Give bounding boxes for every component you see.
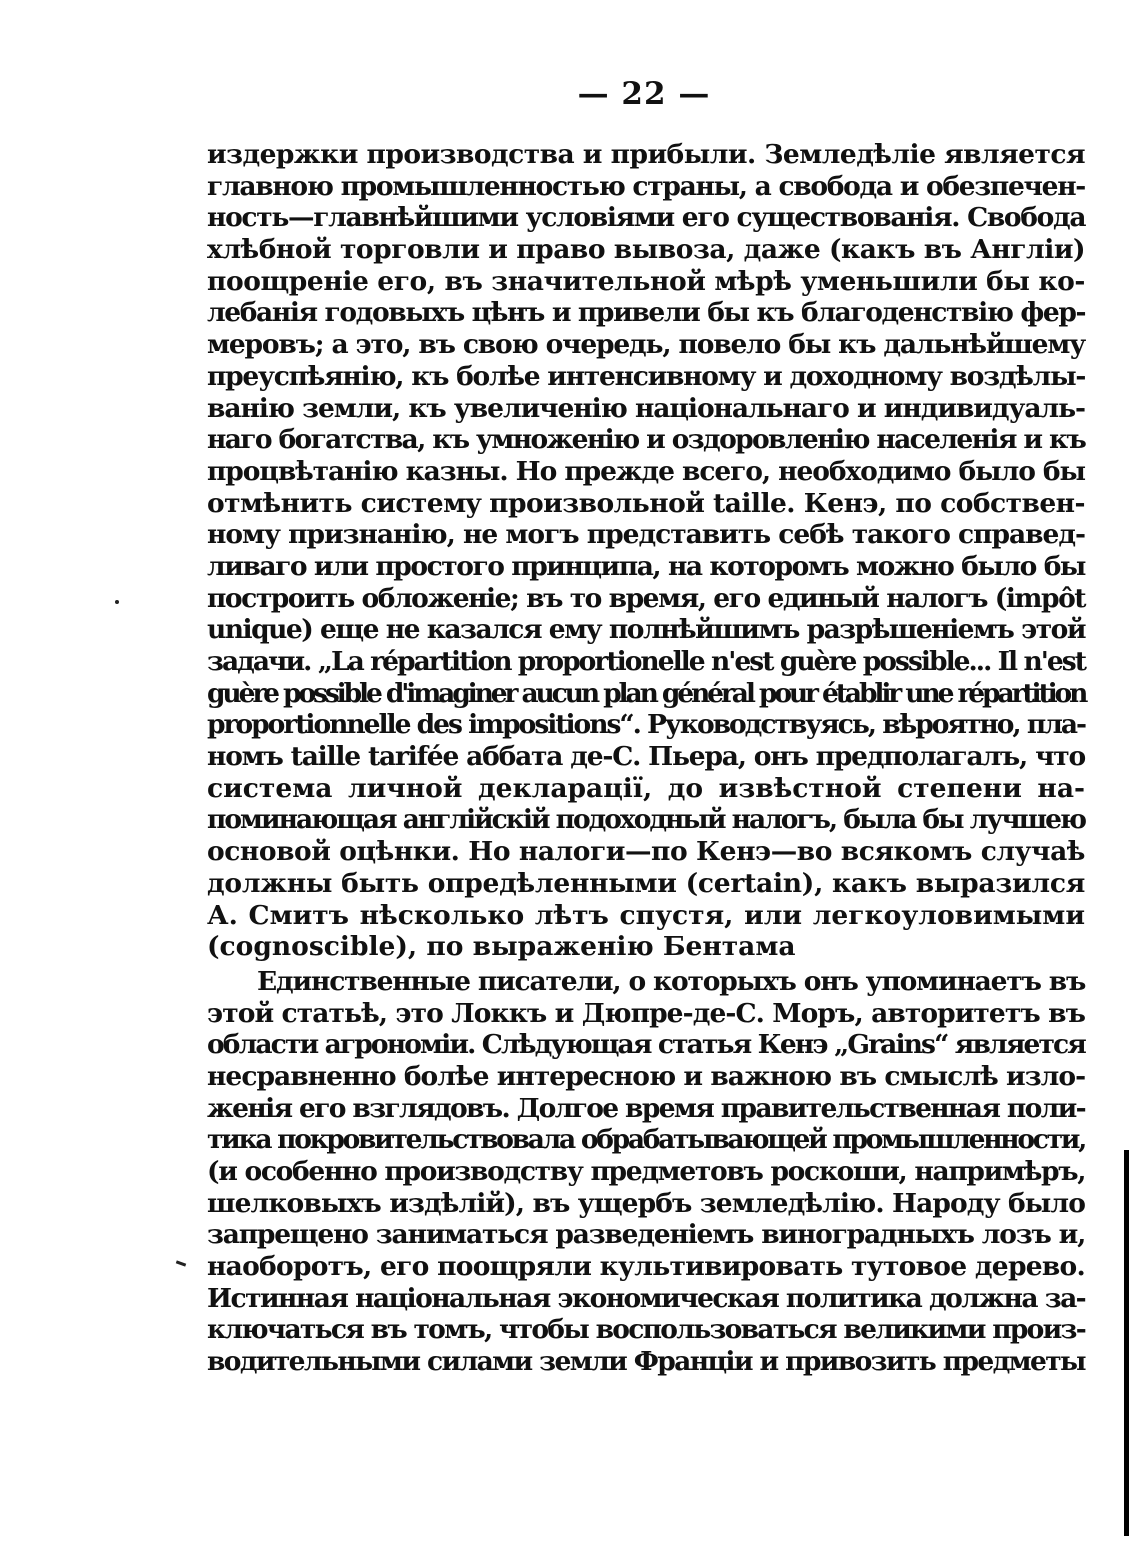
text-line: несравненно болѣе интересною и важною въ смыслѣ изло- [207,1060,1086,1092]
text-line: области агрономіи. Слѣдующая статья Кенэ „Grains“ является [207,1029,1085,1061]
margin-dot-mark [115,600,119,604]
text-line: ность—главнѣйшими условіями его существованія. Свобода [207,202,1086,234]
right-edge-bar [1124,1150,1129,1536]
text-line: (cognoscible), по выраженію Бентама [207,931,796,963]
text-line: основой оцѣнки. Но налоги—по Кенэ—во всякомъ случаѣ [207,836,1085,868]
text-line: наоборотъ, его поощряли культивировать тутовое дерево. [207,1251,1085,1283]
text-line: А. Смитъ нѣсколько лѣтъ спустя, или легкоуловимыми [207,899,1085,931]
text-line: ванію земли, къ увеличенію національнаго и индивидуаль- [207,392,1085,424]
text-line: процвѣтанію казны. Но прежде всего, необходимо было бы [207,455,1085,487]
text-line: guère possible d'imaginer aucun plan général pour établir une répartition [207,677,1086,709]
paragraph-1 [207,139,1085,963]
text-line: водительными силами земли Франціи и привозить предметы [207,1346,1085,1378]
text-line: должны быть опредѣленными (certain), какъ выразился [207,867,1086,899]
text-line: построить обложеніе; въ то время, его единый налогъ (impôt [207,582,1086,614]
text-line: система личной декларації, до извѣстной степени на- [207,772,1085,804]
text-line: поминающая англійскій подоходный налогъ, была бы лучшею [207,804,1086,836]
text-line: меровъ; а это, въ свою очередь, повело бы къ дальнѣйшему [207,329,1085,361]
text-line: издержки производства и прибыли. Земледѣліе является [207,139,1086,170]
text-line: наго богатства, къ умноженію и оздоровленію населенія и къ [207,424,1086,456]
text-line: преуспѣянію, къ болѣе интенсивному и доходному воздѣлы- [207,360,1086,392]
text-line: (и особенно производству предметовъ роскоши, напримѣръ, [207,1156,1086,1187]
text-line: отмѣнить системy произвольной taille. Кенэ, по собствен- [207,487,1085,519]
text-line: этой статьѣ, это Локкъ и Дюпре-де-С. Моръ, авторитетъ въ [207,997,1085,1029]
text-line: номъ taille tarifée аббата де-С. Пьера, онъ предполагалъ, что [207,741,1085,773]
text-line: хлѣбной торговли и право вывоза, даже (какъ въ Англіи) [207,234,1086,266]
text-line: женія его взглядовъ. Долгое время правительственная поли- [207,1092,1085,1124]
paragraph-2 [207,966,1085,1378]
text-line: proportionnelle des impositions“. Руководствуясь, вѣроятно, пла- [207,709,1085,741]
text-line: unique) еще не казался ему полнѣйшимъ разрѣшеніемъ этой [207,614,1085,646]
margin-dash-mark [176,1260,186,1266]
text-line: лебанія годовыхъ цѣнъ и привели бы къ благоденствію фер- [207,297,1086,329]
body-text [207,139,1085,1378]
text-line: задачи. „La répartition proportionelle n'est guère possible... Il n'est [207,646,1085,677]
text-line: ному признанію, не могъ представить себѣ такого справед- [207,519,1085,551]
text-line: ключаться въ томъ, чтобы воспользоваться великими произ- [207,1314,1085,1346]
text-line: тика покровительствовала обрабатывающей промышленности, [207,1124,1086,1156]
text-line: шелковыхъ издѣлій), въ ущербъ земледѣлію. Народу было [207,1187,1085,1219]
text-line: ливаго или простого принципа, на которомъ можно было бы [207,550,1086,582]
text-line: запрещено заниматься разведеніемъ виноградныхъ лозъ и, [207,1219,1086,1251]
text-line: Единственные писатели, о которыхъ онъ упоминаетъ въ [257,965,1086,997]
text-line: Истинная національная экономическая политика должна за- [207,1282,1086,1314]
page-number: — 22 — [577,76,711,112]
text-line: главною промышленностью страны, а свобода и обезпечен- [207,170,1086,202]
text-line: поощреніе его, въ значительной мѣрѣ уменьшили бы ко- [207,265,1085,297]
